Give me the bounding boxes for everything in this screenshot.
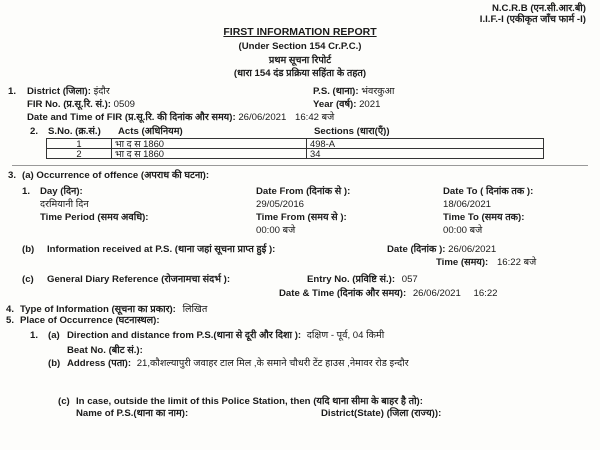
- time-from-value: 00:00 बजे: [256, 225, 296, 236]
- entry-no-label: Entry No. (प्रविष्टि सं.):: [307, 274, 396, 285]
- divider: [12, 165, 588, 166]
- fir-datetime-label: Date and Time of FIR (प्र.सू.रि. की दिनांक और समय):: [27, 112, 236, 123]
- table-row: [47, 149, 544, 159]
- gd-marker: (c): [22, 274, 34, 285]
- outside-limit-label: In case, outside the limit of this Police Station, then (यदि थाना सीमा के बाहर है तो):: [76, 396, 423, 407]
- info-time-field: [436, 257, 536, 268]
- page-title: FIRST INFORMATION REPORT: [223, 26, 377, 38]
- district-label: District (जिला):: [27, 86, 91, 97]
- date-from-value: 29/05/2016: [256, 199, 305, 210]
- gd-date-value: 26/06/2021: [412, 288, 461, 299]
- outside-ps-name-field: [76, 408, 188, 419]
- info-type-field: [20, 304, 207, 315]
- sno-header: S.No. (क्र.सं.): [48, 126, 101, 137]
- sections-header: Sections (धारा(एँ)): [314, 126, 390, 137]
- day-label: Day (दिन):: [40, 186, 83, 197]
- outside-ps-name-label: Name of P.S.(थाना का नाम):: [76, 408, 189, 419]
- time-to-value: 00:00 बजे: [443, 225, 483, 236]
- sno-cell: 2: [47, 149, 112, 159]
- direction-value: दक्षिण - पूर्व, 04 किमी: [306, 330, 385, 341]
- section-cell: 34: [307, 149, 544, 159]
- police-station-field: [313, 86, 394, 97]
- district-value: इंदौर: [93, 86, 110, 97]
- gd-time-value: 16:22: [473, 288, 498, 299]
- page-title-hindi: प्रथम सूचना रिपोर्ट: [268, 55, 332, 66]
- item-1-number: 1.: [8, 86, 17, 97]
- year-value: 2021: [359, 99, 381, 110]
- table-row: [47, 139, 544, 149]
- outside-district-field: [321, 408, 441, 419]
- place-sub-number: 1.: [30, 330, 39, 341]
- direction-field: [67, 330, 384, 341]
- act-cell: भा द स 1860: [112, 139, 307, 149]
- gd-reference-label: General Diary Reference (रोजनामचा संदर्भ ):: [47, 274, 231, 285]
- sno-cell: 1: [47, 139, 112, 149]
- date-from-label: Date From (दिनांक से ):: [256, 186, 351, 197]
- day-number: 1.: [22, 186, 31, 197]
- date-to-label: Date To ( दिनांक तक ):: [443, 186, 534, 197]
- info-date-field: [387, 244, 496, 255]
- direction-label: Direction and distance from P.S.(थाना से दूरी और दिशा ):: [67, 330, 302, 341]
- day-value: दरमियानी दिन: [40, 199, 89, 210]
- date-to-value: 18/06/2021: [443, 199, 492, 210]
- info-date-label: Date (दिनांक ):: [387, 244, 446, 255]
- section-subtitle-hindi: (धारा 154 दंड प्रक्रिया सहिंता के तहत): [233, 68, 367, 79]
- place-occurrence-label: Place of Occurrence (घटनास्थल):: [20, 315, 160, 326]
- fir-time-value: 16:42 बजे: [295, 112, 335, 123]
- entry-no-value: 057: [401, 274, 418, 285]
- item-4-number: 4.: [6, 304, 15, 315]
- info-date-value: 26/06/2021: [448, 244, 497, 255]
- section-cell: 498-A: [307, 139, 544, 149]
- gd-datetime-field: [279, 288, 498, 299]
- section-subtitle: (Under Section 154 Cr.P.C.): [238, 41, 362, 52]
- address-label: Address (पता):: [67, 358, 132, 369]
- time-period-label: Time Period (समय अवधि):: [40, 212, 149, 223]
- fir-number-label: FIR No. (प्र.सू.रि. सं.):: [27, 99, 111, 110]
- fir-number-field: [27, 99, 135, 110]
- item-2-number: 2.: [30, 126, 39, 137]
- ncrb-label: N.C.R.B (एन.सी.आर.बी): [491, 3, 586, 14]
- year-label: Year (वर्ष):: [313, 99, 357, 110]
- acts-sections-table: [46, 138, 544, 159]
- item-5-number: 5.: [6, 315, 15, 326]
- occurrence-label: (a) Occurrence of offence (अपराध की घटना):: [22, 170, 210, 181]
- address-field: [67, 358, 409, 369]
- fir-number-value: 0509: [113, 99, 136, 110]
- fir-date-value: 26/06/2021: [238, 112, 287, 123]
- year-field: [313, 99, 380, 110]
- info-time-value: 16:22 बजे: [496, 257, 537, 268]
- acts-header: Acts (अधिनियम): [118, 126, 183, 137]
- time-from-label: Time From (समय से ):: [256, 212, 347, 223]
- entry-no-field: [307, 274, 418, 285]
- outside-marker: (c): [58, 396, 70, 407]
- beat-field: [67, 345, 143, 356]
- direction-marker: (a): [48, 330, 60, 341]
- item-3-number: 3.: [8, 170, 17, 181]
- form-code: I.I.F.-I (एकीकृत जाँच फार्म -I): [479, 14, 586, 25]
- info-type-value: लिखित: [182, 304, 208, 315]
- info-received-label: Information received at P.S. (थाना जहां सूचना प्राप्त हुई ):: [47, 244, 276, 255]
- act-cell: भा द स 1860: [112, 149, 307, 159]
- info-type-label: Type of Information (सूचना का प्रकार):: [20, 304, 176, 315]
- address-value: 21,कौशल्यापुरी जवाहर टाल मिल ,के समाने चौधरी टेंट हाउस ,नेमावर रोड इन्दौर: [136, 358, 409, 369]
- fir-datetime-field: [27, 112, 334, 123]
- address-marker: (b): [48, 358, 61, 369]
- gd-datetime-label: Date & Time (दिनांक और समय):: [279, 288, 407, 299]
- police-station-value: भंवरकुआ: [361, 86, 395, 97]
- info-received-marker: (b): [22, 244, 35, 255]
- outside-district-label: District(State) (जिला (राज्य)):: [321, 408, 442, 419]
- police-station-label: P.S. (थाना):: [313, 86, 359, 97]
- beat-label: Beat No. (बीट सं.):: [67, 345, 143, 356]
- time-to-label: Time To (समय तक):: [443, 212, 525, 223]
- district-field: [27, 86, 110, 97]
- info-time-label: Time (समय):: [436, 257, 489, 268]
